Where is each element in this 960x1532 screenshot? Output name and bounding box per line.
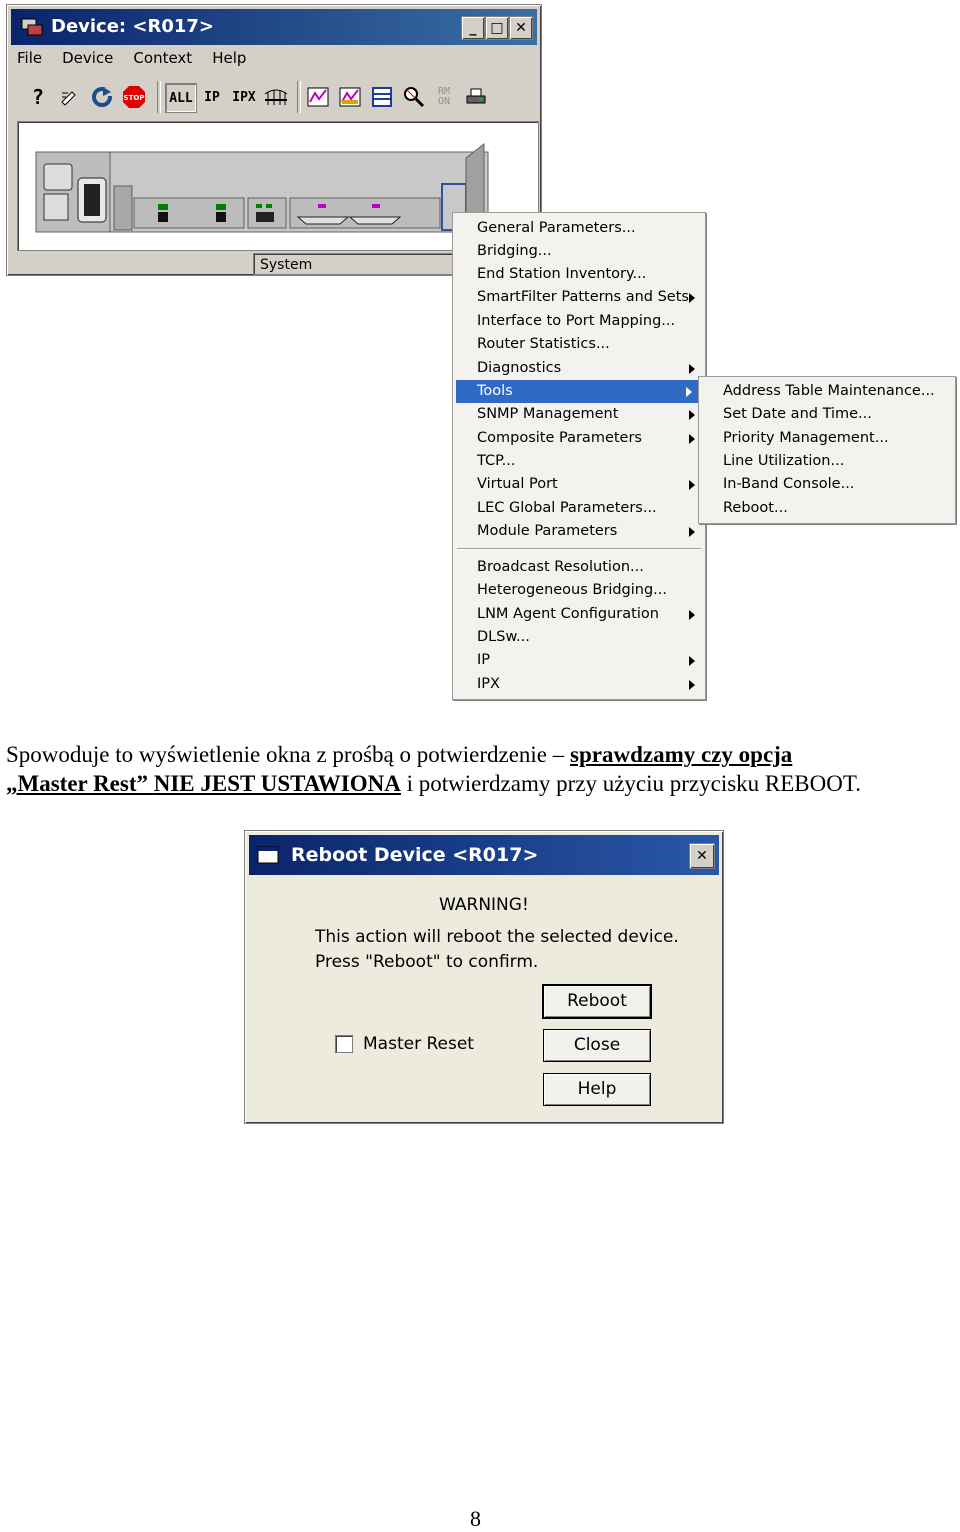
- submenu-arrow-icon: [689, 293, 695, 303]
- window-icon: [257, 845, 279, 865]
- dialog-title: Reboot Device <R017>: [291, 844, 539, 866]
- menu-file[interactable]: File: [17, 49, 43, 67]
- all-filter-button[interactable]: ALL: [165, 83, 197, 113]
- context-menu: [452, 212, 706, 700]
- chart-icon[interactable]: [305, 83, 331, 111]
- menu-separator: [457, 548, 701, 550]
- menu-item-heterogeneous-bridging[interactable]: Heterogeneous Bridging...: [477, 582, 668, 598]
- menu-item-ipx[interactable]: IPX: [453, 673, 705, 696]
- warning-heading: WARNING!: [439, 895, 529, 915]
- menu-item-tcp[interactable]: TCP...: [477, 453, 516, 469]
- menu-item-virtual-port[interactable]: Virtual Port: [453, 473, 705, 496]
- window-title: Device: <R017>: [51, 16, 214, 37]
- menu-item-router-statistics[interactable]: Router Statistics...: [477, 336, 610, 352]
- rm-on-button[interactable]: RM ON: [437, 86, 451, 107]
- instruction-paragraph: [6, 740, 956, 798]
- menu-item-module-parameters[interactable]: Module Parameters: [453, 520, 705, 543]
- submenu-item-in-band-console[interactable]: In-Band Console...: [723, 476, 855, 492]
- help-button[interactable]: Help: [543, 1073, 651, 1106]
- submenu-arrow-icon: [689, 656, 695, 666]
- menu-item-broadcast-resolution[interactable]: Broadcast Resolution...: [477, 559, 644, 575]
- menu-item-lec-global-parameters[interactable]: LEC Global Parameters...: [477, 500, 657, 516]
- submenu-arrow-icon: [689, 680, 695, 690]
- reboot-button[interactable]: Reboot: [543, 985, 651, 1018]
- master-reset-checkbox[interactable]: [335, 1035, 353, 1053]
- dialog-close-button[interactable]: Close: [543, 1029, 651, 1062]
- menu-item-diagnostics[interactable]: Diagnostics: [453, 357, 705, 380]
- edit-icon[interactable]: [57, 83, 83, 111]
- para-text-1: Spowoduje to wyświetlenie okna z prośbą o potwierdzenie –: [6, 742, 571, 767]
- device-app-icon: [21, 17, 43, 37]
- find-icon[interactable]: [401, 83, 427, 111]
- toolbar-separator: [157, 81, 161, 113]
- tools-submenu: [698, 376, 956, 524]
- submenu-arrow-icon: [686, 387, 692, 397]
- master-reset-label[interactable]: Master Reset: [363, 1034, 474, 1054]
- menu-item-dlsw[interactable]: DLSw...: [477, 629, 530, 645]
- chart-compare-icon[interactable]: [337, 83, 363, 111]
- refresh-icon[interactable]: [89, 83, 115, 111]
- para-emphasis-2: „Master Rest”: [6, 771, 154, 796]
- menu-bar: [15, 49, 248, 73]
- submenu-arrow-icon: [689, 410, 695, 420]
- svg-text:STOP: STOP: [123, 94, 145, 102]
- submenu-arrow-icon: [689, 480, 695, 490]
- menu-item-ip[interactable]: IP: [453, 649, 705, 672]
- bridge-icon[interactable]: [263, 83, 289, 111]
- close-button[interactable]: ✕: [509, 16, 533, 40]
- para-text-2: i potwierdzamy przy użyciu przycisku REBOOT.: [400, 771, 861, 796]
- para-emphasis-3: NIE JEST USTAWIONA: [153, 771, 401, 796]
- warning-line-2: Press "Reboot" to confirm.: [315, 952, 539, 972]
- submenu-item-priority-management[interactable]: Priority Management...: [723, 430, 889, 446]
- ip-filter-button[interactable]: IP: [204, 89, 220, 105]
- menu-item-interface-port-mapping[interactable]: Interface to Port Mapping...: [477, 313, 676, 329]
- submenu-arrow-icon: [689, 364, 695, 374]
- menu-device[interactable]: Device: [62, 49, 114, 67]
- menu-item-composite-parameters[interactable]: Composite Parameters: [453, 427, 705, 450]
- table-icon[interactable]: [369, 83, 395, 111]
- dialog-title-bar[interactable]: [249, 835, 719, 875]
- toolbar-separator: [297, 81, 301, 113]
- menu-context[interactable]: Context: [133, 49, 193, 67]
- menu-item-lnm-agent[interactable]: LNM Agent Configuration: [453, 603, 705, 626]
- dialog-close-icon[interactable]: ✕: [689, 843, 715, 869]
- ipx-filter-button[interactable]: IPX: [232, 89, 256, 105]
- page-number: 8: [470, 1506, 481, 1531]
- reboot-dialog: [244, 830, 724, 1124]
- submenu-item-address-table[interactable]: Address Table Maintenance...: [723, 383, 935, 399]
- menu-item-smartfilter[interactable]: SmartFilter Patterns and Sets: [453, 286, 705, 309]
- title-bar[interactable]: [11, 9, 537, 45]
- help-icon[interactable]: ?: [31, 85, 45, 109]
- maximize-button[interactable]: □: [485, 16, 509, 40]
- submenu-arrow-icon: [689, 434, 695, 444]
- stop-icon[interactable]: [121, 83, 147, 111]
- menu-item-tools[interactable]: Tools: [456, 380, 702, 403]
- printer-icon[interactable]: [463, 83, 489, 111]
- submenu-item-line-utilization[interactable]: Line Utilization...: [723, 453, 845, 469]
- menu-item-end-station-inventory[interactable]: End Station Inventory...: [477, 266, 647, 282]
- menu-item-snmp-management[interactable]: SNMP Management: [453, 403, 705, 426]
- minimize-button[interactable]: _: [461, 16, 485, 40]
- status-bar: System: [253, 253, 463, 275]
- para-emphasis-1: sprawdzamy czy opcja: [570, 742, 793, 767]
- submenu-item-reboot[interactable]: Reboot...: [723, 500, 788, 516]
- menu-help[interactable]: Help: [212, 49, 247, 67]
- menu-item-general-parameters[interactable]: General Parameters...: [477, 220, 636, 236]
- warning-line-1: This action will reboot the selected device.: [315, 927, 679, 947]
- submenu-arrow-icon: [689, 527, 695, 537]
- toolbar: [21, 81, 531, 115]
- submenu-arrow-icon: [689, 610, 695, 620]
- menu-item-bridging[interactable]: Bridging...: [477, 243, 552, 259]
- submenu-item-set-date-time[interactable]: Set Date and Time...: [723, 406, 872, 422]
